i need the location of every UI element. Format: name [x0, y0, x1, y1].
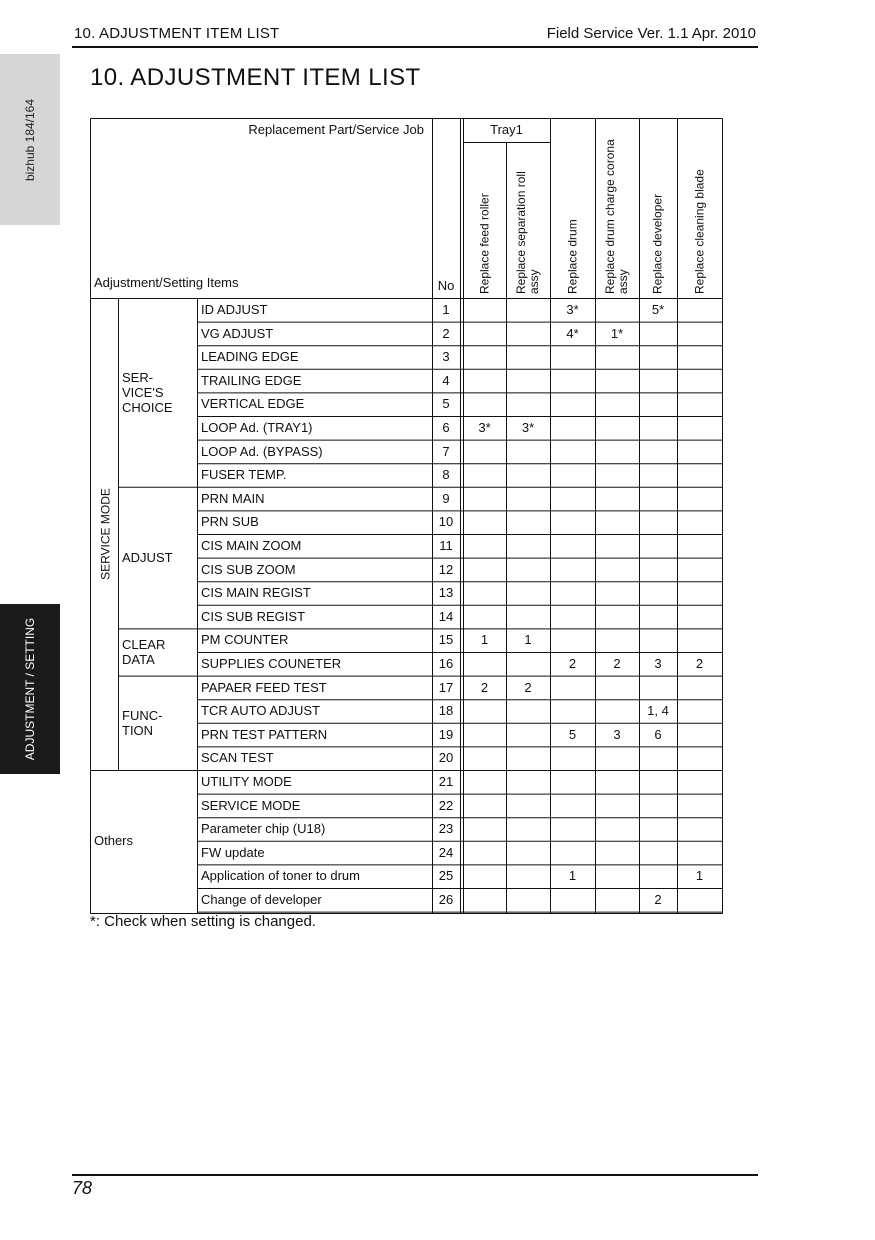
table-row-value: 1: [480, 632, 489, 648]
table-row-value: [595, 581, 639, 605]
table-row-no: 7: [442, 443, 450, 459]
table-row-value: [595, 440, 639, 464]
page-header: [72, 24, 758, 48]
table-row-no: 20: [438, 750, 454, 766]
table-row-item: Application of toner to drum: [201, 868, 360, 884]
column-header-5: Replace developer: [650, 193, 665, 294]
table-row-no: 11: [439, 538, 453, 553]
others-label-text: Others: [94, 833, 134, 849]
table-row-no: 1: [442, 302, 450, 317]
table-row-value: [595, 699, 639, 723]
table-row-value: [677, 534, 722, 558]
table-row-value: [639, 416, 677, 440]
table-row-value: [639, 534, 677, 558]
table-row-item: Parameter chip (U18): [201, 821, 326, 837]
table-row-value: [506, 699, 550, 723]
table-row-value: 3*: [521, 420, 535, 435]
table-row-item: VERTICAL EDGE: [201, 396, 305, 412]
table-row-value: [506, 463, 550, 487]
table-row-value: [639, 440, 677, 464]
table-row-value: [506, 581, 550, 605]
table-row-value: 2: [524, 679, 532, 695]
service-mode-label: SERVICE MODE: [98, 488, 113, 580]
table-row-value: [677, 699, 722, 723]
table-row-value: [506, 298, 550, 322]
column-header-6: Replace cleaning blade: [692, 169, 706, 294]
chapter-side-tab: [0, 604, 60, 774]
table-row-value: [463, 864, 506, 888]
tray1-group-header: Tray1: [490, 122, 523, 137]
table-row-value: [639, 463, 677, 487]
table-row-value: [463, 652, 506, 676]
table-row-value: [463, 841, 506, 865]
footnote: *: Check when setting is changed.: [90, 913, 316, 930]
table-row-value: [506, 510, 550, 534]
no-column-header: No: [437, 278, 455, 293]
table-row-value: [677, 345, 722, 369]
group-label-4: [118, 676, 197, 770]
table-row-item: SUPPLIES COUNETER: [201, 656, 342, 671]
table-row-value: [463, 345, 506, 369]
table-row-no: 5: [442, 396, 450, 412]
table-row-value: [595, 676, 639, 700]
table-row-value: [463, 746, 506, 770]
table-row-no: 19: [438, 726, 454, 742]
table-row-no: 26: [438, 892, 454, 907]
table-row-item: CIS SUB ZOOM: [201, 561, 296, 577]
table-row-value: 1: [695, 868, 704, 884]
table-row-value: [550, 369, 595, 393]
table-row-no: 10: [438, 514, 454, 530]
table-row-value: [463, 369, 506, 393]
group-label-3: [118, 628, 197, 675]
table-row-value: [677, 510, 722, 534]
table-row-value: 2: [613, 656, 621, 671]
table-row-value: [550, 605, 595, 629]
table-row-value: [677, 558, 722, 582]
table-row-value: [677, 628, 722, 652]
table-row-no: 6: [442, 420, 450, 435]
corner-bottom-label: Adjustment/Setting Items: [94, 275, 239, 290]
table-row-value: [506, 369, 550, 393]
table-row-value: [506, 817, 550, 841]
table-row-value: [639, 322, 677, 346]
table-row-value: 6: [654, 726, 662, 742]
table-row-value: [463, 463, 506, 487]
table-row-value: [677, 440, 722, 464]
group-label-text: ADJUST: [122, 550, 173, 566]
table-row-value: [677, 463, 722, 487]
table-row-value: 2: [695, 656, 704, 671]
table-row-value: [677, 605, 722, 629]
table-row-value: [463, 770, 506, 794]
table-row-value: [506, 322, 550, 346]
table-row-value: [639, 864, 677, 888]
table-row-value: [677, 723, 722, 747]
table-row-value: [639, 746, 677, 770]
table-row-value: [550, 558, 595, 582]
table-row-value: [595, 770, 639, 794]
table-row-item: CIS MAIN ZOOM: [201, 538, 302, 553]
table-row-value: [639, 605, 677, 629]
table-row-value: [639, 369, 677, 393]
table-row-value: [595, 558, 639, 582]
table-row-no: 16: [438, 656, 454, 671]
table-row-value: [463, 817, 506, 841]
model-side-tab-label: bizhub 184/164: [23, 98, 37, 182]
table-row-item: LOOP Ad. (BYPASS): [201, 443, 323, 459]
table-row-no: 4: [442, 372, 450, 388]
table-row-value: [463, 440, 506, 464]
table-row-value: 3: [613, 726, 621, 742]
table-row-item: LOOP Ad. (TRAY1): [201, 420, 313, 435]
table-row-value: [506, 652, 550, 676]
table-row-value: [463, 534, 506, 558]
table-row-value: [463, 487, 506, 511]
table-row-no: 13: [438, 585, 454, 601]
table-row-no: 23: [438, 821, 454, 837]
table-row-value: [677, 416, 722, 440]
table-row-value: [677, 369, 722, 393]
table-row-value: [506, 487, 550, 511]
table-row-value: [550, 841, 595, 865]
table-row-value: [639, 581, 677, 605]
table-row-item: PRN SUB: [201, 514, 259, 530]
table-row-value: [463, 888, 506, 912]
table-row-value: [550, 463, 595, 487]
table-row-value: [550, 676, 595, 700]
table-row-value: [595, 416, 639, 440]
table-row-value: 5*: [651, 302, 665, 317]
chapter-side-tab-label: ADJUSTMENT / SETTING: [23, 617, 37, 761]
table-row-value: [595, 888, 639, 912]
column-header-4: Replace drum charge corona assy: [603, 139, 630, 294]
table-row-value: [639, 392, 677, 416]
table-row-value: 3*: [478, 420, 491, 435]
table-row-value: [506, 558, 550, 582]
table-row-value: [550, 628, 595, 652]
table-row-item: SERVICE MODE: [201, 797, 301, 813]
table-row-value: [677, 676, 722, 700]
table-row-no: 21: [438, 774, 454, 789]
table-row-value: 1: [524, 632, 532, 648]
table-row-value: [595, 817, 639, 841]
table-row-value: [550, 487, 595, 511]
table-row-value: [550, 770, 595, 794]
table-row-value: [639, 345, 677, 369]
table-row-value: [595, 487, 639, 511]
table-row-value: [595, 392, 639, 416]
table-row-value: [595, 534, 639, 558]
table-row-value: [677, 770, 722, 794]
table-row-item: TRAILING EDGE: [201, 372, 302, 388]
table-row-no: 14: [438, 608, 454, 624]
page-title: 10. ADJUSTMENT ITEM LIST: [90, 64, 421, 91]
table-row-value: [595, 298, 639, 322]
table-row-value: 5: [568, 726, 577, 742]
table-row-value: [506, 345, 550, 369]
table-row-value: [595, 369, 639, 393]
page-number: 78: [72, 1178, 93, 1198]
table-row-item: FUSER TEMP.: [201, 467, 287, 483]
table-row-no: 3: [442, 349, 450, 365]
table-row-no: 24: [438, 844, 454, 860]
table-row-value: 2: [480, 679, 489, 695]
table-row-value: [677, 392, 722, 416]
table-row-value: [506, 888, 550, 912]
others-label: [90, 770, 197, 912]
table-row-value: [595, 746, 639, 770]
table-row-value: [463, 699, 506, 723]
table-row-value: [595, 841, 639, 865]
table-row-no: 9: [442, 490, 450, 506]
table-row-item: UTILITY MODE: [201, 774, 292, 789]
table-row-value: [595, 864, 639, 888]
table-row-value: [639, 676, 677, 700]
table-row-value: [463, 392, 506, 416]
table-row-item: PAPAER FEED TEST: [201, 679, 327, 695]
footer-rule: [72, 1174, 758, 1176]
table-row-value: [550, 581, 595, 605]
table-row-item: CIS SUB REGIST: [201, 608, 306, 624]
table-row-value: [639, 794, 677, 818]
table-row-no: 15: [438, 632, 454, 648]
table-row-value: [595, 510, 639, 534]
table-row-value: 1, 4: [647, 703, 669, 719]
table-row-value: [463, 298, 506, 322]
table-row-value: [639, 558, 677, 582]
table-row-value: [677, 746, 722, 770]
table-row-item: PRN TEST PATTERN: [201, 726, 328, 742]
table-row-no: 18: [438, 703, 454, 719]
table-row-value: 1*: [610, 325, 624, 341]
table-row-value: [463, 723, 506, 747]
table-row-value: [550, 699, 595, 723]
column-header-3: Replace drum: [565, 219, 579, 294]
table-row-no: 2: [442, 325, 450, 341]
table-row-value: [677, 298, 722, 322]
table-row-value: [550, 392, 595, 416]
table-row-value: [639, 817, 677, 841]
header-section-title: 10. ADJUSTMENT ITEM LIST: [74, 25, 280, 42]
table-row-value: [506, 440, 550, 464]
table-row-value: [677, 487, 722, 511]
table-row-value: 2: [568, 656, 577, 671]
table-row-value: 4*: [566, 325, 579, 341]
corner-top-label: Replacement Part/Service Job: [248, 122, 424, 137]
table-row-no: 12: [438, 561, 454, 577]
header-version: Field Service Ver. 1.1 Apr. 2010: [546, 25, 756, 42]
table-row-no: 25: [438, 868, 454, 884]
table-row-value: [506, 794, 550, 818]
table-row-value: [506, 864, 550, 888]
table-row-value: [506, 534, 550, 558]
table-row-value: [677, 888, 722, 912]
table-row-item: SCAN TEST: [201, 750, 274, 766]
column-header-2: Replace separation roll assy: [514, 171, 541, 294]
table-row-value: [550, 510, 595, 534]
table-row-value: 1: [568, 868, 577, 884]
group-label-text: FUNC- TION: [122, 707, 163, 738]
table-row-value: [595, 794, 639, 818]
model-side-tab: [0, 54, 60, 225]
table-row-value: [677, 322, 722, 346]
table-row-no: 8: [442, 467, 450, 483]
group-label-text: SER- VICE'S CHOICE: [122, 369, 173, 415]
table-row-value: [639, 841, 677, 865]
table-row-value: [639, 628, 677, 652]
table-row-value: [550, 888, 595, 912]
table-row-value: [506, 746, 550, 770]
table-row-item: PRN MAIN: [201, 490, 265, 506]
table-row-item: TCR AUTO ADJUST: [201, 703, 320, 719]
table-row-value: [463, 605, 506, 629]
table-row-item: CIS MAIN REGIST: [201, 585, 311, 601]
table-row-value: [550, 416, 595, 440]
table-row-value: [677, 794, 722, 818]
table-row-value: [463, 558, 506, 582]
table-row-value: [506, 605, 550, 629]
table-row-item: LEADING EDGE: [201, 349, 299, 365]
group-label-text: CLEAR DATA: [122, 636, 166, 667]
table-row-value: [506, 723, 550, 747]
table-row-value: [550, 794, 595, 818]
table-row-item: Change of developer: [201, 892, 322, 907]
group-label-1: [118, 298, 197, 487]
table-row-value: [677, 817, 722, 841]
table-row-value: [550, 817, 595, 841]
table-row-item: PM COUNTER: [201, 632, 289, 648]
table-row-value: 2: [654, 892, 662, 907]
table-row-value: [550, 746, 595, 770]
table-row-value: [639, 770, 677, 794]
table-row-no: 17: [438, 679, 454, 695]
table-row-value: [595, 345, 639, 369]
table-row-item: VG ADJUST: [201, 325, 274, 341]
table-row-value: 3*: [566, 302, 579, 317]
table-row-value: [550, 345, 595, 369]
group-label-2: [118, 487, 197, 629]
table-row-value: [463, 794, 506, 818]
adjustment-item-table: [90, 118, 722, 913]
table-row-value: [595, 628, 639, 652]
table-row-value: [639, 510, 677, 534]
table-row-item: FW update: [201, 844, 265, 860]
table-row-value: 3: [654, 656, 662, 671]
table-row-value: [677, 581, 722, 605]
table-row-value: [506, 392, 550, 416]
table-row-value: [550, 440, 595, 464]
table-row-no: 22: [438, 797, 454, 813]
table-row-value: [463, 581, 506, 605]
table-row-value: [639, 487, 677, 511]
table-row-value: [677, 841, 722, 865]
table-row-value: [550, 534, 595, 558]
table-row-value: [506, 841, 550, 865]
table-row-value: [595, 463, 639, 487]
table-row-item: ID ADJUST: [201, 302, 268, 317]
column-header-1: Replace feed roller: [477, 193, 491, 294]
table-row-value: [463, 322, 506, 346]
table-row-value: [595, 605, 639, 629]
table-row-value: [506, 770, 550, 794]
table-row-value: [463, 510, 506, 534]
